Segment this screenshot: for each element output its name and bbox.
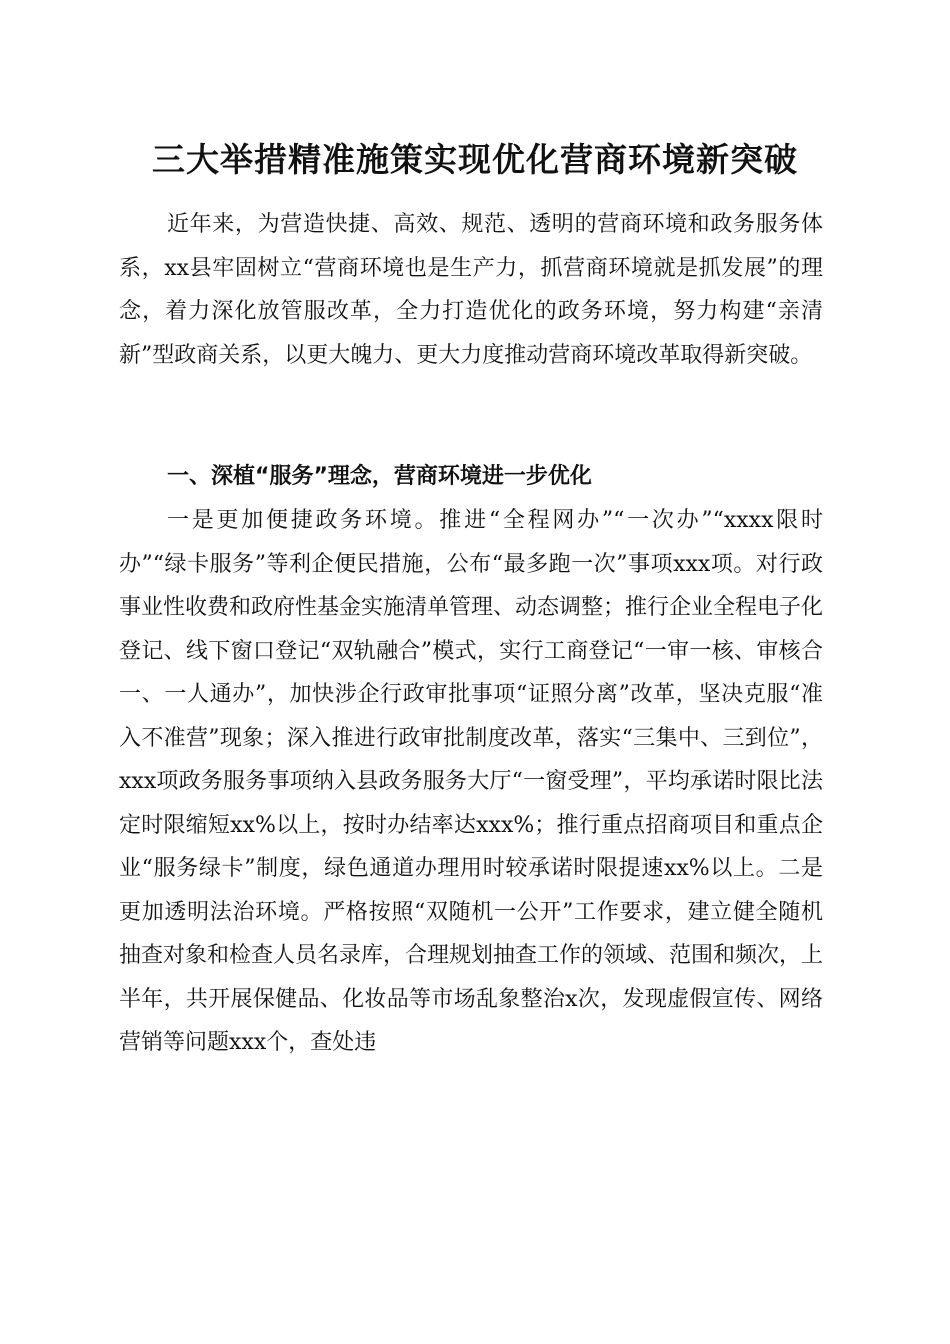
- intro-paragraph: 近年来，为营造快捷、高效、规范、透明的营商环境和政务服务体系，xx县牢固树立“营商环境也是生产力，抓营商环境就是抓发展”的理念，着力深化放管服改革，全力打造优化的政务环境，努力构建“亲清新”型政商关系，以更大魄力、更大力度推动营商环境改革取得新突破。: [119, 212, 823, 368]
- document-title: 三大举措精准施策实现优化营商环境新突破: [152, 140, 798, 179]
- section-paragraph: 一是更加便捷政务环境。推进“全程网办”“一次办”“xxxx限时办”“绿卡服务”等利企便民措施，公布“最多跑一次”事项xxx项。对行政事业性收费和政府性基金实施清单管理、动态调整；推行企业全程电子化登记、线下窗口登记“双轨融合”模式，实行工商登记“一审一核、审核合一、一人通办”，加快涉企行政审批事项“证照分离”改革，坚决克服“准入不准营”现象；深入推进行政审批制度改革，落实“三集中、三到位”，xxx项政务服务事项纳入县政务服务大厅“一窗受理”，平均承诺时限比法定时限缩短xx%以上，按时办结率达xxx%；推行重点招商项目和重点企业“服务绿卡”制度，绿色通道办理用时较承诺时限提速xx%以上。二是更加透明法治环境。严格按照“双随机一公开”工作要求，建立健全随机抽查对象和检查人员名录库，合理规划抽查工作的领域、范围和频次，上半年，共开展保健品、化妆品等市场乱象整治x次，发现虚假宣传、网络营销等问题xxx个，查处违: [119, 508, 824, 1055]
- section-heading: 一、深植“服务”理念，营商环境进一步优化: [167, 464, 592, 489]
